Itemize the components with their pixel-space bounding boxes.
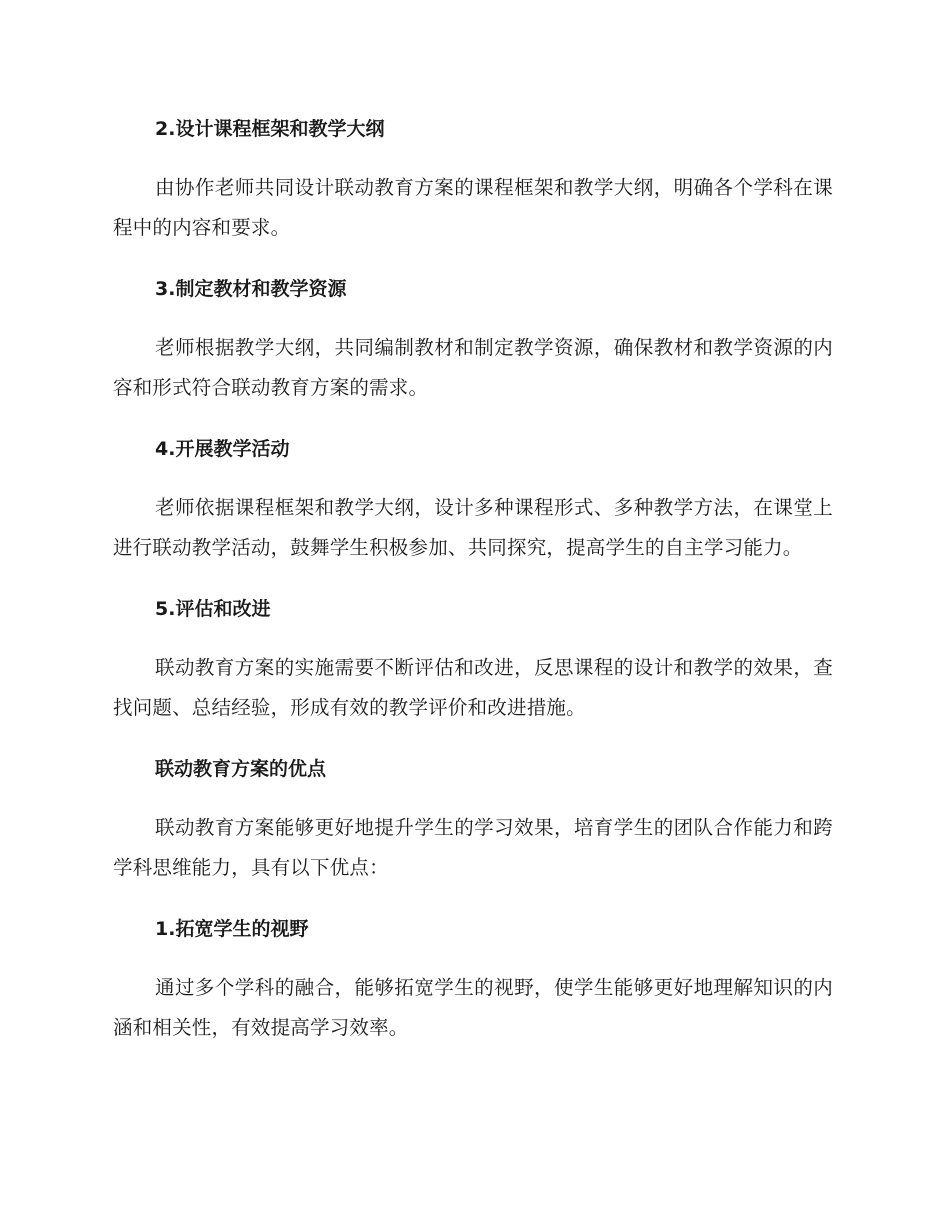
section-paragraph-teaching-activities: 老师依据课程框架和教学大纲，设计多种课程形式、多种教学方法，在课堂上进行联动教学活动，鼓舞学生积极参加、共同探究，提高学生的自主学习能力。	[113, 496, 833, 559]
section-heading-advantages: 联动教育方案的优点	[155, 758, 327, 780]
section-heading-teaching-activities: 4.开展教学活动	[155, 438, 290, 460]
section-heading-evaluation: 5.评估和改进	[155, 598, 271, 620]
section-heading-materials: 3.制定教材和教学资源	[155, 278, 347, 300]
section-heading-broaden-vision: 1.拓宽学生的视野	[155, 918, 309, 940]
document-page	[113, 110, 833, 1070]
section-paragraph-broaden-vision: 通过多个学科的融合，能够拓宽学生的视野，使学生能够更好地理解知识的内涵和相关性，有效提高学习效率。	[113, 976, 833, 1039]
section-paragraph-advantages: 联动教育方案能够更好地提升学生的学习效果，培育学生的团队合作能力和跨学科思维能力，具有以下优点：	[113, 816, 833, 879]
section-paragraph-course-framework: 由协作老师共同设计联动教育方案的课程框架和教学大纲，明确各个学科在课程中的内容和要求。	[113, 176, 833, 239]
section-paragraph-materials: 老师根据教学大纲，共同编制教材和制定教学资源，确保教材和教学资源的内容和形式符合联动教育方案的需求。	[113, 336, 833, 399]
section-paragraph-evaluation: 联动教育方案的实施需要不断评估和改进，反思课程的设计和教学的效果，查找问题、总结经验，形成有效的教学评价和改进措施。	[113, 656, 833, 719]
section-heading-course-framework: 2.设计课程框架和教学大纲	[155, 118, 385, 140]
